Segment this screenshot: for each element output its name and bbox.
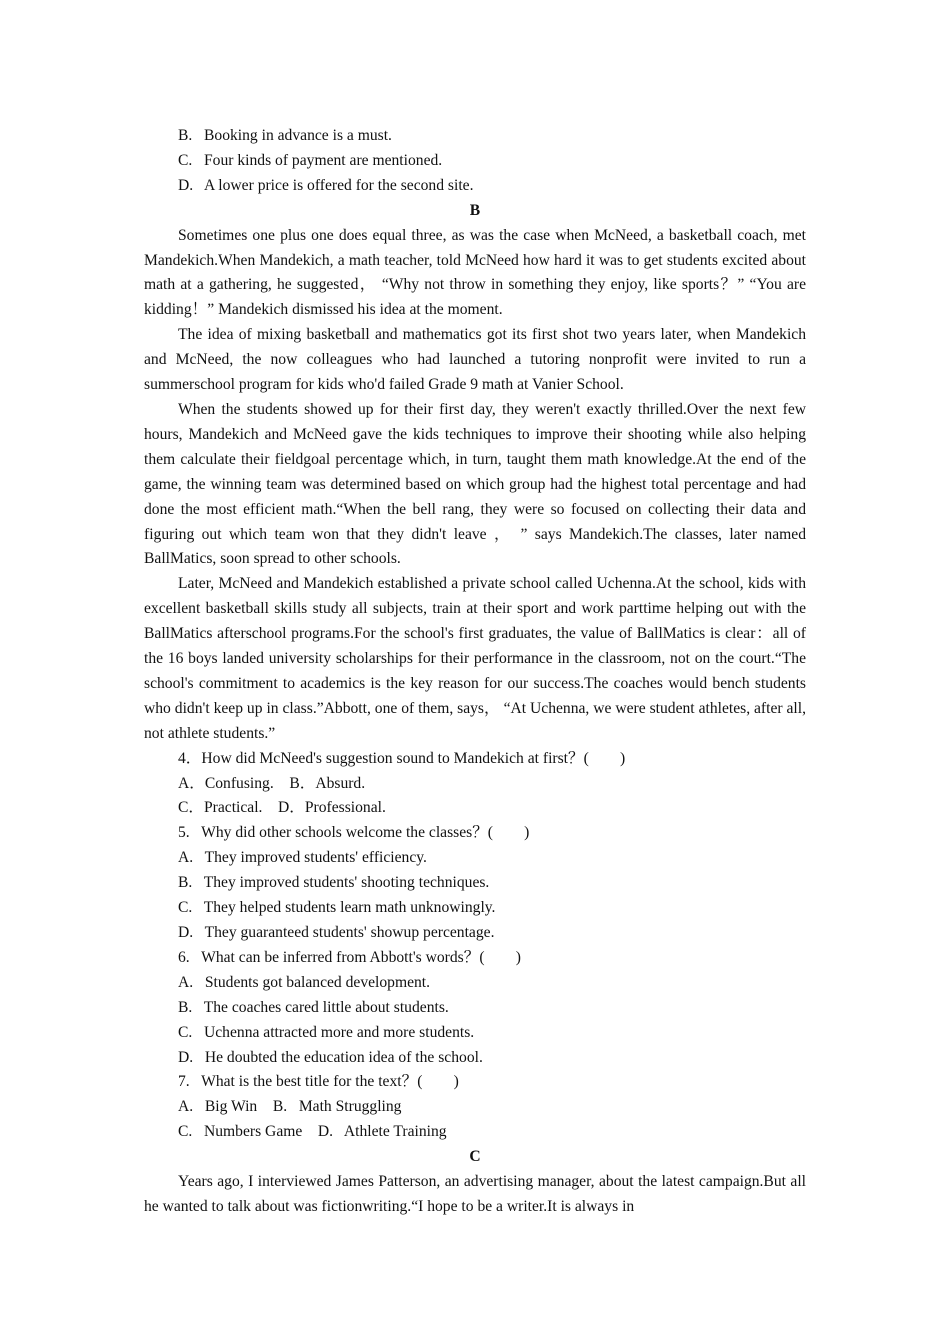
option-d: D. A lower price is offered for the second site.: [178, 176, 474, 194]
question-6-option-b: B. The coaches cared little about students.: [178, 998, 449, 1016]
option-b: B. Booking in advance is a must.: [178, 127, 392, 144]
passage-b-paragraph-1: Sometimes one plus one does equal three, as was the case when McNeed, a basketball coach, met Mandekich.When Mandekich, a math teacher, told McNeed how hard it was to get students excited about math at a gathering, he suggested， “Why not throw in something they enjoy, like sports？” “You are kidding！” Mandekich dismissed his idea at the moment.: [144, 226, 806, 319]
question-4-stem: 4．How did McNeed's suggestion sound to Mandekich at first？( ): [178, 749, 626, 767]
question-4-options-ab: A．Confusing. B．Absurd.: [178, 774, 366, 792]
question-6-stem: 6. What can be inferred from Abbott's words？( ): [178, 948, 521, 966]
question-7-options-cd: C. Numbers Game D. Athlete Training: [178, 1123, 447, 1141]
question-5-stem: 5. Why did other schools welcome the classes？( ): [178, 824, 530, 842]
question-5-option-d: D. They guaranteed students' showup percentage.: [178, 924, 495, 941]
passage-b-paragraph-2: The idea of mixing basketball and mathematics got its first shot two years later, when Mandekich and McNeed, the now colleagues who had launched a tutoring nonprofit were invited to run a summerschool program for kids who'd failed Grade 9 math at Vanier School.: [144, 326, 806, 394]
question-7-options-ab: A. Big Win B. Math Struggling: [178, 1098, 402, 1116]
document-page: [144, 124, 806, 1220]
passage-b-paragraph-3: When the students showed up for their first day, they weren't exactly thrilled.Over the next few hours, Mandekich and McNeed gave the kids techniques to improve their shooting while also helping them calculate their fieldgoal percentage which, in turn, taught them math knowledge.At the end of the game, the winning team was determined based on which group had the highest total percentage and had done the most efficient math.“When the bell rang, they were so focused on collecting their data and figuring out which team won that they didn't leave ， ” says Mandekich.The classes, later named BallMatics, soon spread to other schools.: [144, 400, 806, 568]
question-7-stem: 7. What is the best title for the text？( ): [178, 1073, 459, 1091]
question-6-option-d: D. He doubted the education idea of the school.: [178, 1048, 483, 1066]
passage-b-paragraph-4: Later, McNeed and Mandekich established a private school called Uchenna.At the school, kids with excellent basketball skills study all subjects, train at their sport and work parttime helping out with the BallMatics afterschool programs.For the school's first graduates, the value of BallMatics is clear：all of the 16 boys landed university scholarships for their performance in the classroom, not on the court.“The school's commitment to academics is the key reason for our success.The coaches would bench students who didn't keep up in class.”Abbott, one of them, says， “At Uchenna, we were student athletes, after all, not athlete students.”: [144, 575, 806, 742]
question-5-option-b: B. They improved students' shooting techniques.: [178, 874, 490, 892]
option-c: C. Four kinds of payment are mentioned.: [178, 151, 443, 169]
section-heading-b: B: [469, 201, 481, 219]
question-6-option-a: A. Students got balanced development.: [178, 973, 431, 991]
section-heading-c: C: [469, 1148, 481, 1166]
question-5-option-c: C. They helped students learn math unknowingly.: [178, 899, 496, 917]
question-5-option-a: A. They improved students' efficiency.: [178, 849, 427, 867]
passage-c-paragraph-1: Years ago, I interviewed James Patterson, an advertising manager, about the latest campaign.But all he wanted to talk about was fictionwriting.“I hope to be a writer.It is always in: [144, 1173, 806, 1215]
question-4-options-cd: C．Practical. D．Professional.: [178, 799, 386, 817]
question-6-option-c: C. Uchenna attracted more and more students.: [178, 1023, 475, 1041]
